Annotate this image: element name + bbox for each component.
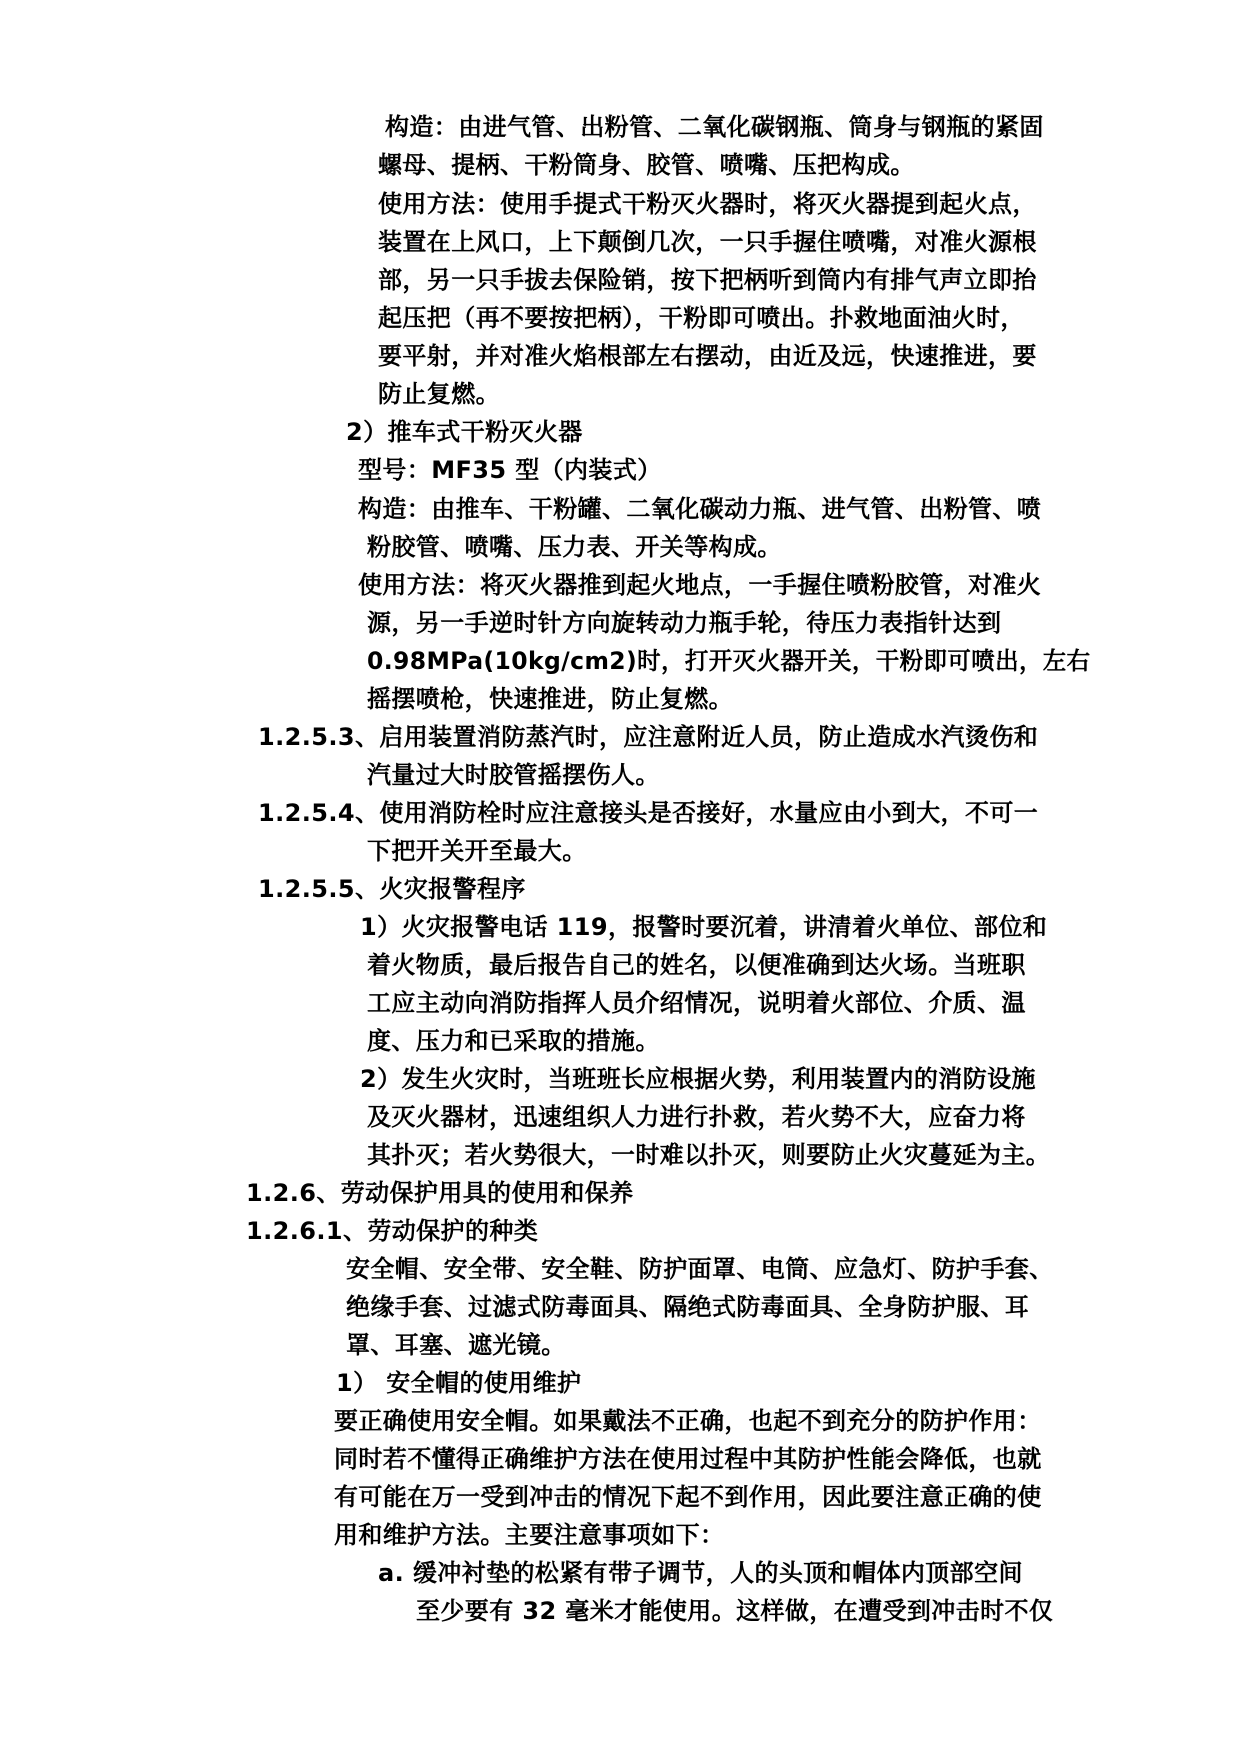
text-line: 要平射，并对准火焰根部左右摆动，由近及远，快速推进，要 (378, 342, 1037, 370)
text-line: 下把开关开至最大。 (367, 837, 587, 865)
section-heading: 1.2.6、劳动保护用具的使用和保养 (246, 1179, 634, 1207)
section-heading: 1.2.5.3、启用装置消防蒸汽时，应注意附近人员，防止造成水汽烫伤和 (258, 723, 1039, 751)
text-line: 防止复燃。 (378, 380, 500, 408)
text-line: 粉胶管、喷嘴、压力表、开关等构成。 (367, 533, 782, 561)
text-line: 源，另一手逆时针方向旋转动力瓶手轮，待压力表指针达到 (367, 609, 1002, 637)
text-line: 构造：由进气管、出粉管、二氧化碳钢瓶、筒身与钢瓶的紧固 (385, 113, 1044, 141)
text-line: 型号：MF35 型（内装式） (358, 456, 662, 484)
text-line: 及灭火器材，迅速组织人力进行扑救，若火势不大，应奋力将 (367, 1103, 1026, 1131)
text-line: 构造：由推车、干粉罐、二氧化碳动力瓶、进气管、出粉管、喷 (358, 495, 1042, 523)
text-line: 2）发生火灾时，当班班长应根据火势，利用装置内的消防设施 (360, 1065, 1036, 1093)
text-line: a. 缓冲衬垫的松紧有带子调节，人的头顶和帽体内顶部空间 (378, 1559, 1023, 1587)
text-line: 安全帽、安全带、安全鞋、防护面罩、电筒、应急灯、防护手套、 (346, 1255, 1054, 1283)
section-heading: 2）推车式干粉灭火器 (346, 418, 583, 446)
text-line: 同时若不懂得正确维护方法在使用过程中其防护性能会降低，也就 (334, 1445, 1042, 1473)
text-line: 起压把（再不要按把柄），干粉即可喷出。扑救地面油火时， (378, 304, 1025, 332)
text-line: 要正确使用安全帽。如果戴法不正确，也起不到充分的防护作用： (334, 1407, 1042, 1435)
text-line: 装置在上风口，上下颠倒几次，一只手握住喷嘴，对准火源根 (378, 228, 1037, 256)
text-line: 罩、耳塞、遮光镜。 (346, 1331, 566, 1359)
text-line: 着火物质，最后报告自己的姓名，以便准确到达火场。当班职 (367, 951, 1026, 979)
text-line: 其扑灭；若火势很大，一时难以扑灭，则要防止火灾蔓延为主。 (367, 1141, 1051, 1169)
text-line: 汽量过大时胶管摇摆伤人。 (367, 761, 660, 789)
text-line: 1）火灾报警电话 119，报警时要沉着，讲清着火单位、部位和 (360, 913, 1048, 941)
text-line: 度、压力和已采取的措施。 (367, 1027, 660, 1055)
section-heading: 1.2.5.4、使用消防栓时应注意接头是否接好，水量应由小到大，不可一 (258, 799, 1039, 827)
section-heading: 1.2.6.1、劳动保护的种类 (246, 1217, 539, 1245)
text-line: 螺母、提柄、干粉筒身、胶管、喷嘴、压把构成。 (378, 151, 915, 179)
text-line: 使用方法：将灭火器推到起火地点，一手握住喷粉胶管，对准火 (358, 571, 1042, 599)
text-line: 用和维护方法。主要注意事项如下： (334, 1521, 725, 1549)
section-heading: 1.2.5.5、火灾报警程序 (258, 875, 526, 903)
text-line: 部，另一只手拔去保险销，按下把柄听到筒内有排气声立即抬 (378, 266, 1037, 294)
text-line: 至少要有 32 毫米才能使用。这样做，在遭受到冲击时不仅 (416, 1597, 1054, 1625)
text-line: 绝缘手套、过滤式防毒面具、隔绝式防毒面具、全身防护服、耳 (346, 1293, 1030, 1321)
text-line: 有可能在万一受到冲击的情况下起不到作用，因此要注意正确的使 (334, 1483, 1042, 1511)
text-line: 工应主动向消防指挥人员介绍情况，说明着火部位、介质、温 (367, 989, 1026, 1017)
text-line: 使用方法：使用手提式干粉灭火器时，将灭火器提到起火点， (378, 190, 1037, 218)
text-line: 摇摆喷枪，快速推进，防止复燃。 (367, 685, 733, 713)
text-line: 0.98MPa(10kg/cm2)时，打开灭火器开关，干粉即可喷出，左右 (367, 647, 1091, 675)
section-heading: 1） 安全帽的使用维护 (336, 1369, 582, 1397)
